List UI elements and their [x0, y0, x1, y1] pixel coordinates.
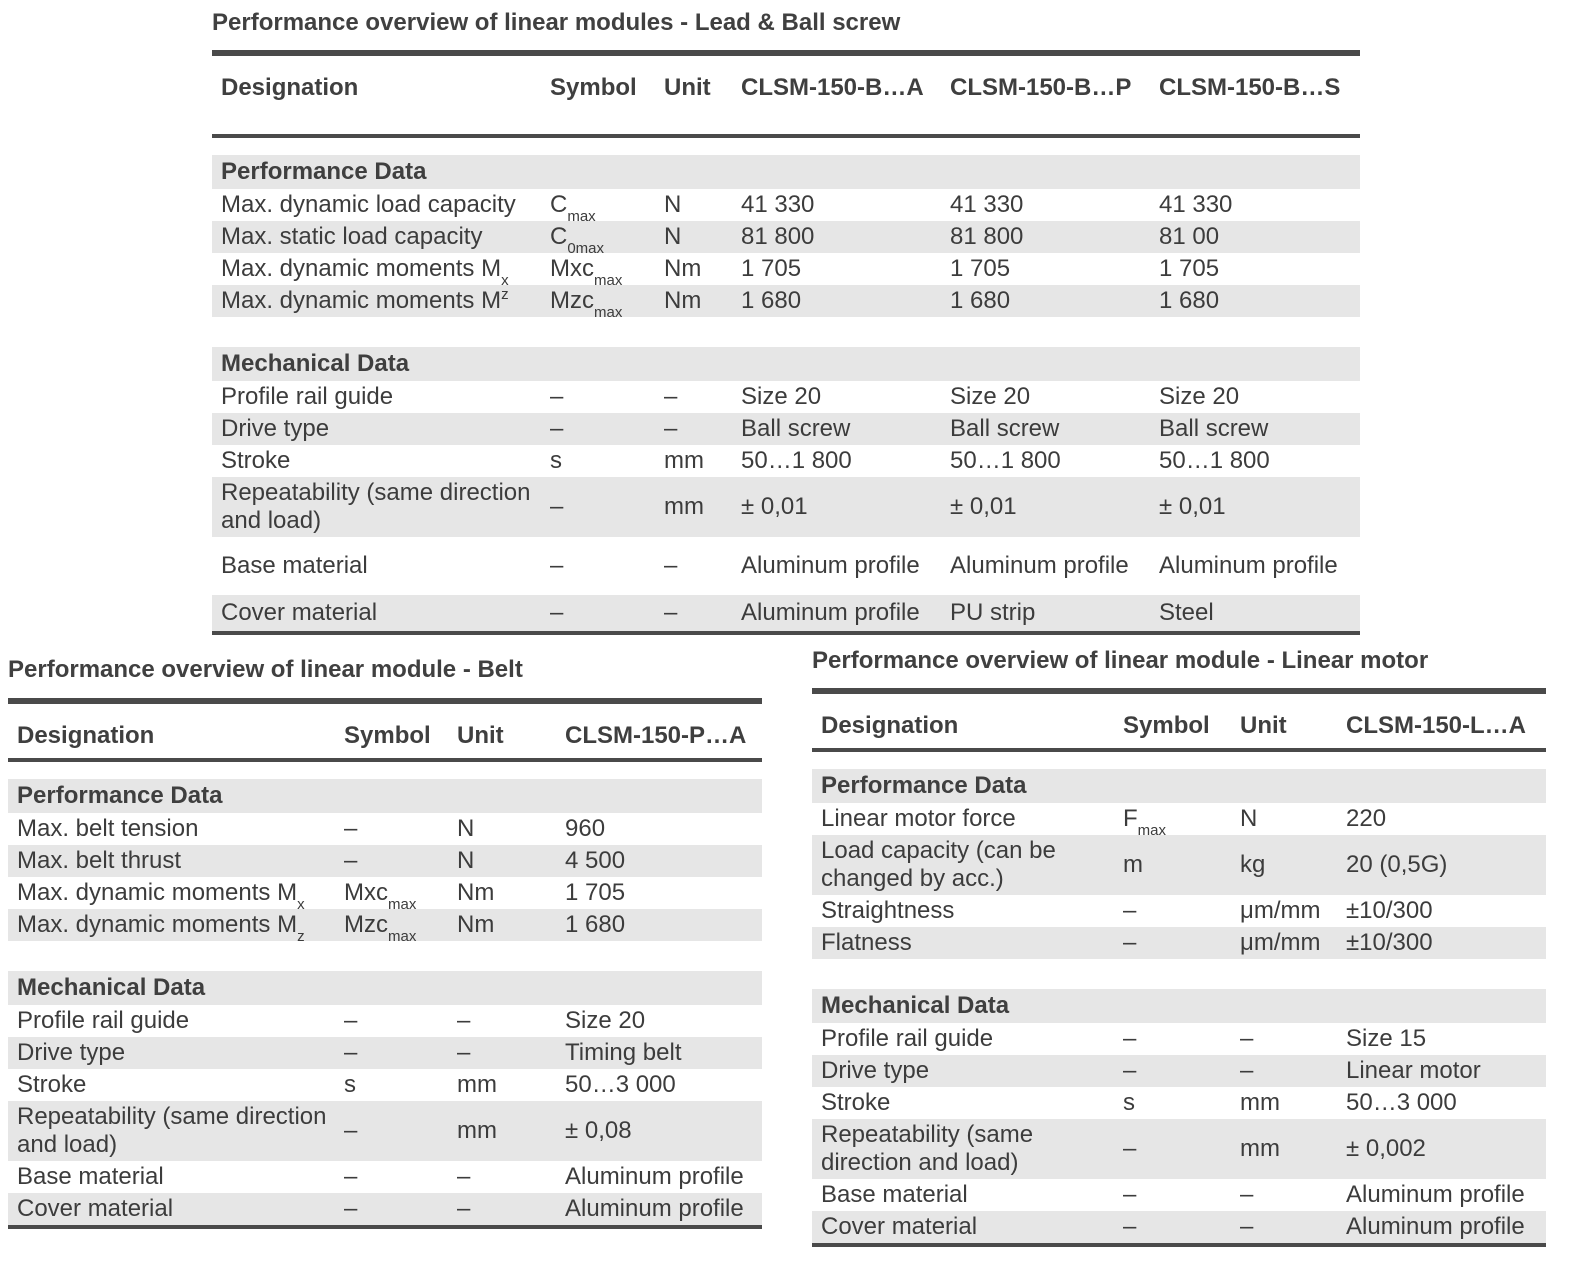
section-heading-row: [812, 769, 1546, 803]
row-value-1: 960: [565, 815, 606, 842]
row-symbol: Mzc$_{max}$: [541, 285, 655, 317]
row-value-1: Aluminum profile: [1337, 1211, 1546, 1245]
model-header-2: CLSM-150-B…P: [941, 56, 1150, 136]
row-value-1: ± 0,002: [1337, 1119, 1546, 1179]
row-symbol: –: [344, 1163, 358, 1190]
table-row: [8, 909, 762, 941]
row-value-3: 41 330: [1159, 191, 1233, 218]
row-symbol: $C_{0max}$: [541, 221, 655, 253]
row-unit: Nm: [448, 909, 556, 941]
linear-motor-table: [812, 694, 1546, 1247]
row-value-1: Size 15: [1346, 1025, 1427, 1052]
row-name: Repeatability (same direction and load): [8, 1101, 335, 1161]
row-value-1: Size 20: [565, 1007, 646, 1034]
row-name: Max. dynamic load capacity: [221, 191, 516, 218]
row-value-2: 1 705: [950, 255, 1011, 282]
row-name: Max. static load capacity: [212, 221, 541, 253]
row-symbol: –: [1123, 897, 1137, 924]
row-unit: μm/mm: [1231, 927, 1337, 959]
row-value-3: Steel: [1150, 595, 1360, 633]
table-row: [812, 1119, 1546, 1179]
row-symbol: –: [1114, 1211, 1231, 1245]
row-unit: N: [664, 191, 682, 218]
row-value-1: Aluminum profile: [556, 1193, 762, 1227]
ball-screw-table: [212, 56, 1360, 635]
section-heading-row: [8, 971, 762, 1005]
table-row: [212, 595, 1360, 633]
row-value-2: Ball screw: [941, 413, 1150, 445]
linear-motor-section: [812, 646, 1546, 1247]
row-symbol: –: [335, 1193, 448, 1227]
row-name: Stroke: [221, 447, 291, 474]
row-symbol: –: [344, 1007, 358, 1034]
row-name: Profile rail guide: [221, 383, 394, 410]
header-row: [8, 704, 762, 760]
section-heading: Mechanical Data: [212, 347, 1360, 381]
row-value-3: Ball screw: [1150, 413, 1360, 445]
row-unit: –: [448, 1193, 556, 1227]
row-value-3: Aluminum profile: [1159, 552, 1338, 579]
row-symbol: –: [541, 413, 655, 445]
row-unit: –: [457, 1007, 471, 1034]
row-value-1: Size 20: [741, 383, 822, 410]
row-unit: mm: [1240, 1089, 1280, 1116]
row-unit: N: [457, 815, 475, 842]
row-name: Base material: [17, 1163, 164, 1190]
row-value-1: 1 680: [732, 285, 941, 317]
row-symbol: Mzc$_{max}$: [335, 909, 448, 941]
row-unit: –: [655, 413, 732, 445]
model-header-1: CLSM-150-L…A: [1337, 694, 1546, 750]
belt-table: [8, 704, 762, 1229]
table-row: [812, 927, 1546, 959]
row-symbol: –: [541, 595, 655, 633]
model-header-3: CLSM-150-B…S: [1150, 56, 1360, 136]
header-row: [212, 56, 1360, 136]
row-value-2: 1 680: [941, 285, 1150, 317]
row-value-1: 4 500: [556, 845, 762, 877]
row-name: Base material: [221, 552, 368, 579]
section-heading: Performance Data: [812, 769, 1546, 803]
table-row: [8, 845, 762, 877]
row-unit: Nm: [457, 879, 495, 906]
table-row: [8, 813, 762, 845]
table-row: [212, 253, 1360, 285]
row-value-2: Size 20: [950, 383, 1031, 410]
table-row: [812, 895, 1546, 927]
row-value-2: 81 800: [941, 221, 1150, 253]
row-symbol: –: [1114, 927, 1231, 959]
row-symbol: Mxc$_{max}$: [344, 879, 417, 909]
row-symbol: s: [1123, 1089, 1135, 1116]
row-value-3: 1 680: [1150, 285, 1360, 317]
row-value-1: 81 800: [732, 221, 941, 253]
row-symbol: –: [1123, 1181, 1137, 1208]
row-unit: –: [1231, 1055, 1337, 1087]
row-name: Base material: [821, 1181, 968, 1208]
row-symbol: $C_{max}$: [550, 191, 596, 221]
belt-section: [8, 655, 762, 1229]
row-name: Max. dynamic moments $M_x$: [17, 879, 305, 909]
row-value-1: 41 330: [741, 191, 815, 218]
section-heading-row: [812, 989, 1546, 1023]
header-row: [812, 694, 1546, 750]
table-row: [212, 445, 1360, 477]
row-value-1: 50…3 000: [1346, 1089, 1457, 1116]
row-unit: –: [448, 1037, 556, 1069]
symbol-header: Symbol: [541, 56, 655, 136]
row-symbol: –: [550, 383, 564, 410]
row-name: Stroke: [821, 1089, 891, 1116]
table-row: [812, 1087, 1546, 1119]
row-symbol: –: [1123, 1025, 1137, 1052]
row-unit: –: [1240, 1025, 1254, 1052]
row-unit: N: [655, 221, 732, 253]
unit-header: Unit: [448, 704, 556, 760]
row-unit: –: [1231, 1211, 1337, 1245]
table-row: [8, 1005, 762, 1037]
row-name: Stroke: [17, 1071, 87, 1098]
symbol-header: Symbol: [1114, 694, 1231, 750]
row-value-1: 1 680: [556, 909, 762, 941]
row-name: Flatness: [812, 927, 1114, 959]
row-unit: mm: [448, 1101, 556, 1161]
row-value-1: 50…1 800: [741, 447, 852, 474]
row-value-1: 220: [1346, 805, 1387, 832]
table-row: [8, 1069, 762, 1101]
row-symbol: –: [550, 552, 564, 579]
table-row: [8, 877, 762, 909]
row-value-1: Aluminum profile: [1346, 1181, 1525, 1208]
unit-header: Unit: [1231, 694, 1337, 750]
row-value-1: Ball screw: [732, 413, 941, 445]
row-symbol: s: [550, 447, 562, 474]
table-row: [8, 1161, 762, 1193]
row-symbol: –: [335, 845, 448, 877]
row-name: Repeatability (same direction and load): [812, 1119, 1114, 1179]
belt-title: Performance overview of linear module - Belt: [8, 656, 523, 683]
row-value-2: Aluminum profile: [950, 552, 1129, 579]
row-name: Profile rail guide: [17, 1007, 190, 1034]
row-value-2: 41 330: [950, 191, 1024, 218]
row-name: Drive type: [8, 1037, 335, 1069]
table-row: [812, 1023, 1546, 1055]
row-value-1: 20 (0,5G): [1337, 835, 1546, 895]
table-row: [212, 221, 1360, 253]
row-value-1: ± 0,01: [732, 477, 941, 537]
designation-header: Designation: [812, 694, 1114, 750]
ball-screw-section: [212, 8, 1360, 635]
row-value-3: Size 20: [1159, 383, 1240, 410]
section-heading: Performance Data: [212, 155, 1360, 189]
row-unit: μm/mm: [1240, 897, 1321, 924]
symbol-header: Symbol: [335, 704, 448, 760]
model-header-1: CLSM-150-B…A: [732, 56, 941, 136]
row-value-3: ± 0,01: [1150, 477, 1360, 537]
row-unit: –: [655, 595, 732, 633]
row-unit: –: [457, 1163, 471, 1190]
row-name: Load capacity (can be changed by acc.): [812, 835, 1114, 895]
section-heading-row: [212, 155, 1360, 189]
table-row: [212, 189, 1360, 221]
table-row: [212, 413, 1360, 445]
row-name: Linear motor force: [821, 805, 1016, 832]
table-row: [812, 1055, 1546, 1087]
table-row: [8, 1193, 762, 1227]
row-symbol: –: [1114, 1119, 1231, 1179]
row-name: Drive type: [812, 1055, 1114, 1087]
table-row: [812, 1179, 1546, 1211]
row-unit: –: [664, 552, 678, 579]
row-unit: –: [1240, 1181, 1254, 1208]
row-symbol: –: [541, 477, 655, 537]
table-row: [212, 477, 1360, 537]
row-name: Max. belt thrust: [8, 845, 335, 877]
row-symbol: –: [335, 1101, 448, 1161]
row-value-1: Aluminum profile: [732, 595, 941, 633]
row-symbol: m: [1114, 835, 1231, 895]
section-heading-row: [212, 347, 1360, 381]
table-row: [812, 1211, 1546, 1245]
row-unit: N: [448, 845, 556, 877]
row-value-1: Timing belt: [556, 1037, 762, 1069]
row-name: Cover material: [8, 1193, 335, 1227]
table-row: [8, 1101, 762, 1161]
ball-screw-title: Performance overview of linear modules - Lead & Ball screw: [212, 9, 901, 36]
table-row: [8, 1037, 762, 1069]
row-value-1: Linear motor: [1337, 1055, 1546, 1087]
row-symbol: –: [335, 1037, 448, 1069]
row-value-3: 81 00: [1150, 221, 1360, 253]
row-value-2: 50…1 800: [950, 447, 1061, 474]
row-symbol: –: [1114, 1055, 1231, 1087]
row-value-3: 50…1 800: [1159, 447, 1270, 474]
row-unit: kg: [1231, 835, 1337, 895]
section-heading: Performance Data: [8, 779, 762, 813]
row-unit: N: [1240, 805, 1258, 832]
row-value-3: 1 705: [1159, 255, 1220, 282]
row-value-1: 1 705: [565, 879, 626, 906]
row-value-1: ±10/300: [1337, 927, 1546, 959]
row-name: Repeatability (same direction and load): [212, 477, 541, 537]
row-unit: Nm: [655, 285, 732, 317]
designation-header: Designation: [212, 56, 541, 136]
row-name: Cover material: [212, 595, 541, 633]
row-name: Max. dynamic moments $M^z$: [212, 285, 541, 317]
table-row: [212, 285, 1360, 317]
row-name: Straightness: [821, 897, 955, 924]
row-unit: mm: [1231, 1119, 1337, 1179]
row-value-2: PU strip: [941, 595, 1150, 633]
row-name: Cover material: [812, 1211, 1114, 1245]
row-value-1: 1 705: [741, 255, 802, 282]
row-symbol: $F_{max}$: [1123, 805, 1167, 835]
row-value-2: ± 0,01: [941, 477, 1150, 537]
row-symbol: s: [344, 1071, 356, 1098]
row-value-1: 50…3 000: [565, 1071, 676, 1098]
row-name: Drive type: [212, 413, 541, 445]
row-unit: –: [664, 383, 678, 410]
row-value-1: Aluminum profile: [565, 1163, 744, 1190]
row-unit: Nm: [664, 255, 702, 282]
table-row: [212, 537, 1360, 595]
row-value-1: Aluminum profile: [741, 552, 920, 579]
row-symbol: –: [344, 815, 358, 842]
table-row: [212, 381, 1360, 413]
section-heading: Mechanical Data: [8, 971, 762, 1005]
table-row: [812, 803, 1546, 835]
model-header-1: CLSM-150-P…A: [556, 704, 762, 760]
row-value-1: ± 0,08: [556, 1101, 762, 1161]
row-unit: mm: [655, 477, 732, 537]
row-name: Max. belt tension: [17, 815, 199, 842]
table-row: [812, 835, 1546, 895]
linear-motor-title: Performance overview of linear module - Linear motor: [812, 647, 1429, 674]
row-name: Profile rail guide: [821, 1025, 994, 1052]
designation-header: Designation: [8, 704, 335, 760]
row-symbol: Mxc$_{max}$: [550, 255, 623, 285]
unit-header: Unit: [655, 56, 732, 136]
row-unit: mm: [457, 1071, 497, 1098]
row-name: Max. dynamic moments $M_x$: [221, 255, 509, 285]
section-heading-row: [8, 779, 762, 813]
row-name: Max. dynamic moments $M_z$: [8, 909, 335, 941]
row-value-1: ±10/300: [1346, 897, 1433, 924]
row-unit: mm: [664, 447, 704, 474]
section-heading: Mechanical Data: [812, 989, 1546, 1023]
